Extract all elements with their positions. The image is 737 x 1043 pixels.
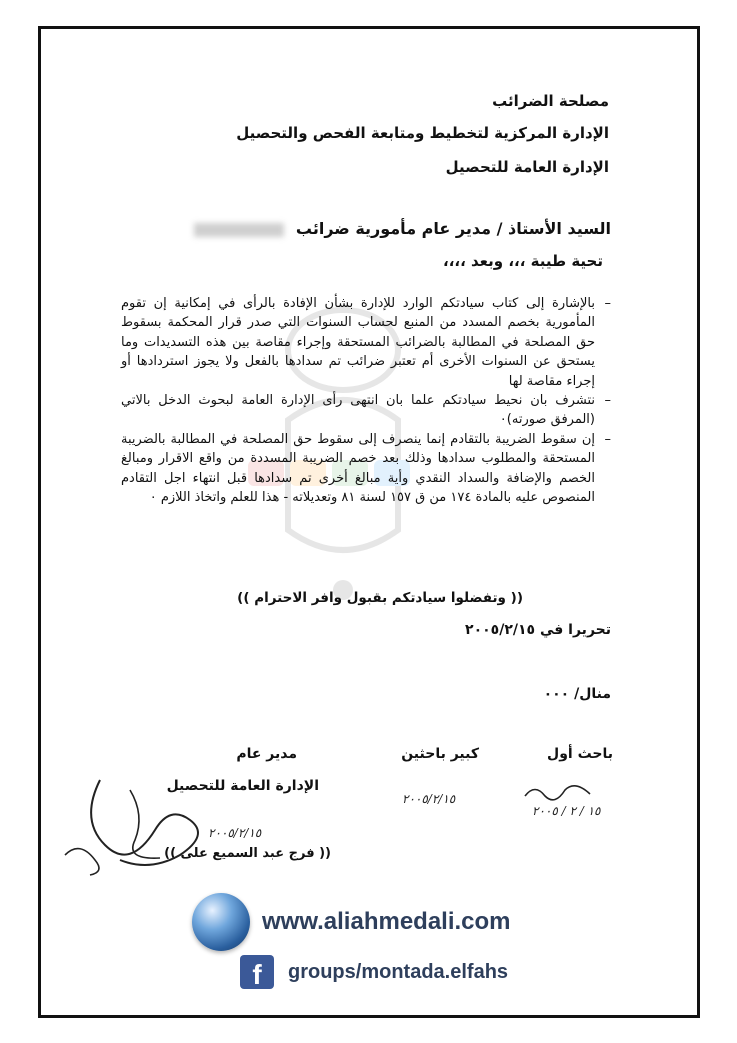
addressee-text: السيد الأستاذ / مدير عام مأمورية ضرائب [295,219,611,238]
facebook-icon: f [240,955,274,989]
greeting: تحية طيبة ،،، وبعد ،،،، [443,252,603,270]
redacted-name [194,223,284,237]
director-handwritten-date: ٢٠٠٥/٢/١٥ [208,826,262,840]
globe-icon [192,893,250,951]
header-central-department: الإدارة المركزية لتخطيط ومتابعة الفحص والتحصيل [236,124,609,142]
director-title: مدير عام [236,746,297,762]
website-url[interactable]: www.aliahmedali.com [262,908,511,935]
paragraph-opinion: – إن سقوط الضريبة بالتقادم إنما ينصرف إلى سقوط حق المصلحة في المطالبة بالضريبة المستحقة والمطلوب سدادها وذلك بعد خصم الضريبة المسددة من واقع الاقرار ومبالغ الخصم والإضافة والسداد النقدي وأية مبالغ أخرى تم سدادها قبل انتهاء اجل التقادم المنصوص عليه بالمادة ١٧٤ من ق ١٥٧ لسنة ٨١ وتعديلاته - هذا للعلم واتخاذ اللازم ٠ [121,430,611,508]
senior-handwritten-date: ٢٠٠٥/٢/١٥ [402,792,456,806]
letter-body [121,294,611,507]
researcher-handwritten-date: ١٥ / ٢ / ٢٠٠٥ [532,804,601,818]
facebook-promo [240,955,508,989]
reference-initials: منال/ ٠٠٠ [543,686,611,702]
header-authority: مصلحة الضرائب [492,92,609,110]
addressee [194,219,611,238]
paragraph-notice: – نتشرف بان نحيط سيادتكم علما بان انتهى رأى الإدارة العامة لبحوث الدخل بالاتي (المرفق صورته)٠ [121,391,611,430]
director-name: (( فرج عبد السميع على )) [164,846,331,861]
researcher-signature-icon [520,778,600,808]
paragraph-inquiry: – بالإشارة إلى كتاب سيادتكم الوارد للإدارة بشأن الإفادة بالرأى في إمكانية إن تقوم المأمورية بخصم المسدد من المنبع لحساب السنوات التي صدر قرار المحكمة بسقوط حق المصلحة في المطالبة بالضرائب المستحقة وإجراء مقاصة بين هذه التسديدات وما يستحق عن السنوات الأخرى أم تعتبر ضرائب تم سدادها بالفعل ولا يجوز استردادها أو إجراء مقاصة لها [121,294,611,391]
closing-line: (( وتفضلوا سيادتكم بقبول وافر الاحترام )) [237,590,523,606]
website-promo [192,893,511,951]
senior-researcher-title: كبير باحثين [401,746,479,762]
date-line: تحريرا في ٢٠٠٥/٢/١٥ [465,622,611,638]
director-signature-icon [60,760,220,880]
director-department: الإدارة العامة للتحصيل [166,778,319,794]
header-general-department: الإدارة العامة للتحصيل [445,158,609,176]
researcher-title: باحث أول [547,746,613,762]
facebook-group-url[interactable]: groups/montada.elfahs [288,960,509,983]
